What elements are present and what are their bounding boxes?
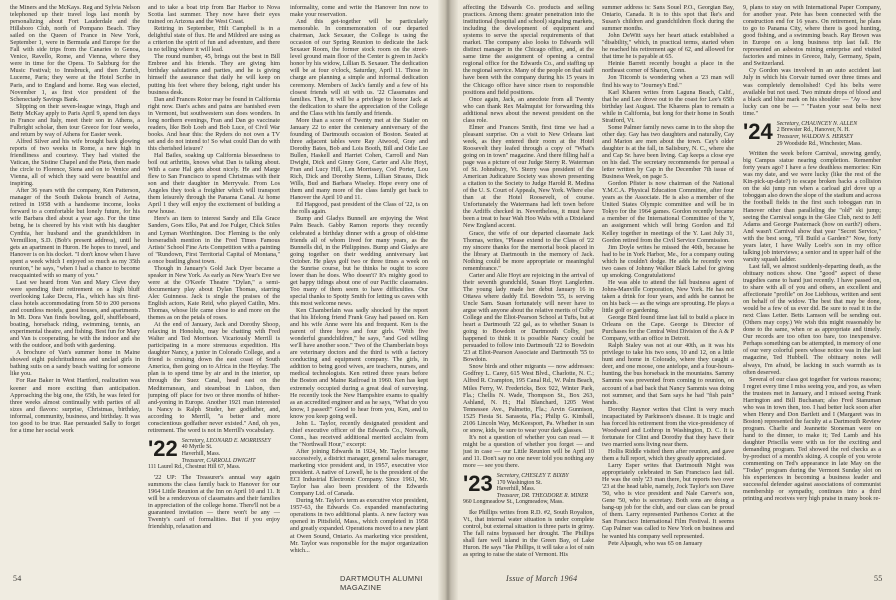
paragraph: Grace, the wife of our departed classmate Jack Thomas, writes, "Please extend to the Class of '22 my sincere thanks for the memorial book placed in the library at Dartmouth in the memory of Jack. Nothing could be more appropriate or meaningful remembrance." [463,229,594,272]
paragraph: and to take a boat trip from Bar Harbor to Nova Scotia last summer. They now have their eyes trained on Arizona and the West Coast. [148,4,280,26]
paragraph: Once again, Jack, an anecdote from all Twenty who can thank Rex Malmquist for forwarding this additional news about the newest president on the class role. [463,95,594,124]
paragraph: summer address is: Sans Souel P.O., Georgian Bay, Ontario, Canada. It is to this spot that Ike's and Susan's children and grandchildren flock during the summer months. [602,4,734,33]
magazine-title: DARTMOUTH ALUMNI MAGAZINE [340,574,423,592]
paragraph: Hollis Riddle visited them after reunion, and gave them a full report, which they greatly appreciated. [602,447,734,462]
secretary-label: Secretary, CHESLEY T. BIXBY [496,473,569,480]
paragraph: John L. Taylor, recently designated president and chief executive officer of the Edwards Co., Norwalk, Conn., has received additional merited acclaim from the "Northwall Hour," excerpt: [290,419,428,448]
paragraph: affecting the Edwards Co. products and selling practices. Among them: greater penetration into the institutional (hospital and school) signaling markets, including the development of equipment and systems to serve the special requirements of that market. The company also looks to Edwards will distinct manager in the Chicago office, and, at the same time the assignment of opening a central regional office for the Edwards Co., and staffing up the regional service. Many of the people on that staff have been with the company during his 15 years in the Chicago office have since risen to responsible positions and field positions. [463,4,594,96]
paragraph: Several of our class got together for various reasons; I regret every time I miss seeing you, and you, as when the trustees met in January, and I missed seeing Frank Harrington and Bill Buchanan; also Fred Stanuman who was in town then, too. I had better luck soon after when Henry and Don Bartlett and I (Margaret was in Boston) represented the faculty at a Dartmouth Review program. Charlie and Jeannette Stoneman were on hand to the dinner, to make it; Ted Lamb and his daughter Priscilla were with us for the exciting and demanding program. Ted showed the red checks as a by-product of a month's skiing. A couple of you wrote commenting on Ted's appearance in late May on the "Today" program during the Vermont Sunday slot on his experiences in becoming a business leader and successful defender against associations of communist membership or sympathy, continues into a third printing and receives very high praise in many book re- [743,375,881,503]
paragraph: Heinie Barrett recently bought a place in the northeast corner of Sharon, Conn. [602,60,734,75]
address-line: 960 Longmeadow St., Longmeadow, Mass. [463,499,564,506]
paragraph: Dorothy Raynor writes that Clint is very much incapacitated by Parkinson's disease. It is tragic and has forced his retirement from the vice-presidency of Woodward and Lothrop in Washington, D. C. It is fortunate for Clint and Dorothy that they have their two married sons living near them. [602,405,734,448]
paragraph: 9, plans to stay on with International Paper Company, for another year. Pete has been connected with the construction end for 16 years. On retirement, he plans to go to Panama City, where there is good hunting, good fishing, and a swimming beach. Ray Brown was in Europe on a long business trip last fall. He represented an asbestos mining enterprise and visited factories and mines in Greece, Italy, Germany, Spain, and Switzerland. [743,4,881,68]
treasurer-label: Treasurer, DR. THEODORE R. MINER [496,492,589,499]
paragraph: Some Palmer family news came in to the shop the other day. Gay has two daughters and naturally, Cay and Marion are men about the town. Cay's older daughter is at the fall, in Salisbury, N. C., where she and Cap Sr. have been living. Cap keeps a close eye on his dad. The secretary recommends for perusal a letter written by Cap in the December 7th issue of Business Week, on page 5. [602,123,734,181]
paragraph: It's not a question of whether you can read — it might be a question of whether you forget — and just in case — our Little Reunion will be April 10 and 11. Don't say no one never told you nothing any more — see you there. [463,433,594,470]
class-23-heading [463,473,594,506]
paragraph: Karl Kharen writes from Laguna Beach, Calif., that he and Lee drove out to the coast for Lee's 65th birthday last August. The Kharens plan to remain a while in California, but long for their home in South Stratford, Vt. [602,88,734,124]
class-22-heading [148,438,280,471]
left-column-2 [148,4,280,560]
right-column-3 [743,4,881,560]
paragraph: For Rae Baker in West Hartford, realization was keener and more exciting than anticipation. Approaching the big one, the 65th, he was feted for three weeks almost continually with parties of all sizes and flavors: surprise, Christmas, birthday, informal, community, business, and birthday. It was too good to be true. Rae persuaded Sally to forget for a time her social work [10,377,140,434]
paragraph: Retiring in September, Hilt Campbell is in a delightful state of flux. He and Mildred are using as a criterion the spirit of fun and adventure, and there is no telling where it will lead. [148,25,280,54]
address-line: 2 Brewster Rd., Hanover, N. H. [776,127,850,134]
paragraph: Jon Titcomb is wondering when a '23 man will find his way to "Journey's End." [602,74,734,89]
paragraph: He was able to attend the fall business agent of Johns-Manville Corporation, New York. He has not taken a drink for four years, and adds he cannot be on his back — as the wings are sprouting. He plays a little golf or gardening. [602,278,734,315]
address-line: 40 Myrtle St. [181,444,213,451]
paragraph: After joining Edwards in 1924, Mr. Taylor became successively, a district manager, general sales manager, marketing vice president and, in 1957, executive vice president. A native of Lowell, he is the president of the ECI Industrial Electronic Company. Since 1961, Mr. Taylor has also been president of the Edwards Company Ltd. of Canada. [290,447,428,498]
paragraph: Jim Doyle writes he missed the 40th, because he had to be in York Harbor, Me., for a company outing which he couldn't dodge. He adds he recently won two cases of Johnny Walker Black Label for giving up smoking. Congratulations! [602,243,734,279]
paragraph: John DeWitt says her heart attack established a "disability," which, in practical terms, started when he reached his retirement age of 62, and allowed for that time he is payable at 65. [602,32,734,61]
page-number: 54 [13,574,22,583]
paragraph: Last we heard from Van and Mary Cleve they were spending their retirement on a high bluff overlooking Lake Decra, Fla., which has six first-class hotels accommodating from 50 to 200 persons and countless motels, guest houses, and apartments. In Mt. Dora Van finds bowling, golf, shuffleboard, boating, horseback riding, swimming, tennis, an experimental theatre, and fishing. Best fun for Mary and Van is cooperating, he with the indoor and she with the outdoor, and both with gardening. [10,278,140,350]
paragraph: George Bird found time last fall to build a place in Orleans on the Cape. George is Director of Purchases for the Central West Division of the A & P Company, with an office in Detroit. [602,314,734,343]
right-column-1 [463,4,594,560]
paragraph: Ike Phillips writes from R.D. #2, South Royalton, Vt., that internal water situation is under complete control, but external situation is three parts in grimy. The fall rains bypassed her drought. The Phillips shall fare well island in the Green Bay, of Lake Huron. He says "Ike Phillips, it will take a lot of rain as spring to raise the state of Vermont. His [463,509,594,559]
paragraph: After 36 years with the company, Ken Patterson, manager of the South Dakota branch of Aetna, retired in 1958 with a handsome income, looks forward to a comfortable but lonely future, for his wife Barbara died about a year ago. For the time being, he is cheered by his visit with his daughter Cynthia, her husband and the grandchildren in Vermillion, S.D. (Bob's present address), until he gets an apartment in Huron. He hopes to travel, and Hanover is on his docket. "I don't know when I have spent a week which I enjoyed so much as my 35th reunion," he says, "when I had a chance to become reacquainted with so many of you." [10,187,140,279]
class-year: '24 [743,120,773,144]
paragraph: And this get-together will be particularly memorable. In commemoration of our departed chairman, Jack Sexauer, the College is using the occasion of our Spring Reunion to dedicate the Jack Sexauer Room, the former stock room on the street-level ground main floor of the Center is given in Jack's honor by his widow, Lillian B. Sexauer. The dedication will be at four o'clock, Saturday, April 11. Those in charge are planning a simple and informal dedication ceremony. Members of Jack's family and a few of his closest friends will sit with us. '22 Classmates and families. Then, it will be a privilege to honor Jack at the dedication to share the appreciation of the College and the Class with his family and friends. [290,18,428,117]
address-line: 111 Laurel Rd., Chestnut Hill 67, Mass. [148,464,241,471]
paragraph: Carter and Alie Hoyt are rejoicing in the arrival of their seventh grandchild, Susan Hoyt Langlerhm. The young lady made her debut January 16 in Ottawa where daddy Ed. Bowdoin '55, is serving Uncle Sam. Susan fortunately will never have to argue with anyone about the relative merits of Colby College and the Eliot-Pearson School at Tufts, but at heart a Dartmouth '22 gal, as to whether Susan is going to Bowdoin or Dartmouth Colby, just happened to think it is possible Nancy could be persuaded to follow into Dartmouth '22 to Bowdoin '23 at Eliot-Pearson Associate and Dartmouth '55 to Bowdoin. [463,271,594,364]
paragraph: Last fall, we almost suddenly-departing death, as the obituary notices show. One "good" aspect of these tragedies came to hand just recently. I have passed on, to share with all of you and others, an excellent and affectionate "profile" on Joe Liebhous, written and sent on behalf of the widow. The best that may be done, would be a few of us ever did. Be sure to read it in the next Class Letter. Betts Lamson will be sending out. (Others may copy.) We wish this might reasonably be done to the same, when or as appropriate and timely. Our records are too often too bare, too inexpensive. Perhaps something can be attempted, in memory of one of our very colorful peers whose notice was in the last magazine, Ted Hubbell. The obituary notes will always, I'm afraid, be lacking in such warmth as is often deserved. [743,262,881,376]
paragraph: Elmer and Frances Smith, first time we had a pleasant surprise. On a visit to New Orleans last week, as they entered their room at the Hotel Roosevelt they leafed through a copy of "What's going on in town" magazine. And there filling half a page was a picture of our Judge Sterry R. Waterman of St. Johnsbury, Vt. Sterry was president of the American Judicature Society was shown presenting a citation to the Society to Judge Harold R. Medina of the U. S. Court of Appeals, New York. Where else than at the Hotel Roosevelt, of course. Unfortunately the Watermans had left town before the Ardiffs checked in. Nevertheless, it must have been a treat to hear Wah Hoo Wahs with a Dixieland New England accent. [463,123,594,230]
address-line: Haverhill, Mass. [181,451,221,458]
paragraph: At the end of January, Jack and Dorothy Shoop, relaxing in Honolulu, may be chatting with Fred Walter and Ted Morrison. Vicariously Merrill is participating in a more strenuous expedition. His daughter Nancy, a junior in Colorado College, and a friend is cruising down the east coast of South America, then going on to Africa in the Heyday. The plan is to spend time by air and in the interior, up through the Suez Canal, head east on the Mediterranean, and steamboat in Lisbon, then jumping off place for two or three months of hither-and-yoning in Europe. Another 1921 man interested is Nancy is Ralph Studer, her godfather, and, according to Merrill, "a better and more conscientious godfather never existed." And, oh yes, retirement. The word is not in Merrill's vocabulary. [148,321,280,434]
paragraph: Snow birds and other migrants — now addresses: Godfrey L. Carey, 615 West Blvd., Charlotte, N. C.; Alfred R. Crampton, 195 Canal Rd., W. Palm Beach, Miles Ferry, W. Fredericks, Box 922, Winter Park, Fla.; Chellis N. Wade, Thompson St., Box 263, Ashland, N. H.; Hal Blanchard, 1205 West Tennessee Ave., Palmetto, Fla.; Arvin Gunnison, 1525 Fiesta St. Sarasota, Fla.; Philip G. Kimball, 2106 Lincoln Way, McKeesport, Pa. Whether in sun or snow, kids, be sure to wear your dark glasses. [463,363,594,434]
issue-label: Issue of March 1964 [506,574,578,583]
right-column-2 [602,4,734,560]
paragraph: Ralph Staley was not at our 40th, as it was his privilege to take his two sons, 10 and 12, on a little hunt and home in Colorado, where they caught a deer, and one moose, one antelope, and a four-hours-hunting, the bus horseback in the mountains. Sammy Sammis was prevented from coming to reunion, on account of a bad back that Nancy Sammis was doing not summer, and that Sam says he had "fish pain" hands. [602,342,734,406]
paragraph: Alfred Silver and his wife brought back glowing reports of two weeks in Rome, a new high in friendliness and courtesy. They had visited the Vatican, the Sistine Chapel and the Pieta, then made the circle to Florence, Siena and on to Venice and Vienna, all of which they said were beautiful and inspiring. [10,137,140,188]
paragraph: Ken Chamberlain was sadly shocked by the report that his lifelong friend Frank Gray had passed on. Ken and his wife Anne were his and frequent. Ken is the parent of three boys and four girls. "With five wonderful grandchildren," he says, "and God willing we'll have another soon." Two of the Chamberlain boys are veterinary doctors and the third is with a factory conducting and equipment company. The girls, in addition to being good wives, are teachers, nurses, and medical technologists. Ken retired three years before the Boston and Maine Railroad in 1960. Ken has kept extremely occupied during a great deal of surveying. He recently took the New Hampshire exams to qualify as an accredited engineer and as he says, "What do you know, I passed!" Good to hear from you, Ken, and to know you keep going well. [290,307,428,420]
treasurer-label: Treasurer, WALDON S. HERSEY [776,133,854,140]
paragraph: informality, come and write the Hanover Inn now to make your reservation. [290,4,428,19]
paragraph: The round number, 45, brings out the best in Bill Embree and his friends. They are giving him birthday salutations and parties, and he is giving himself the assurance that daily he will keep on putting his feet where they belong, right under his business desk. [148,53,280,96]
secretary-label: Secretary, LEONARD E. MORRISSEY [181,437,271,444]
address-line: Haverhill, Mass. [496,486,536,493]
paragraph: Hal Bailes, soaking up California blessedness to boil out arthritis, knows what Dan is talking about. With a cane Hal gets about nicely. He and Marge flew to San Francisco to spend Christmas with their son and their daughter in Merryvale. From Los Angeles they took a freighter which will transport them leisurely through the Panama Canal. At home April 1 they will enjoy the excitement of building a new house. [148,151,280,216]
paragraph: Dan and Frances Rotor may be found in California right now. Dan's aches and pains are banished even in Vermont, but southwestern sun does wonders. In long northern evenings, Fran and Dan go vaccinate readers, like Bob Loeb and Bob Luce, of Civil War books. And hear this: the Ryders do not own a TV set and do not intend to! So what could Dan do with this cherished leisure? [148,95,280,152]
paragraph: More than a score of Twenty met at the Statler on January 22 to enter the centenary anniversary of the founding of Dartmouth occasion of Boston. Seated at three adjacent tables were Ray Atwood, Gray and Dorothy Bates, Bob and Lois Booth, Bill and Odie Lee Bullen, Haskell and Harriet Cohen, Carroll and Nan Dwight, Dick and Ginny Gore, Carter and Alie Hoyt, Fran and Lucy Hill, Len Morrissey, Cod Porter, Lou Rich, Dick and Dorothy Stems, Lillian Strauss, Dick Wills, Bud and Barbara Wiseley. Hope every one of them and many more of the class family get back to Hanover the April 10 and 11. [290,116,428,202]
left-page [0,0,446,600]
paragraph: Though in January's Gold Jack Dyer became a speaker in New York. As early as New Year's Eve we were at the O'Keefe Theatre "Dylan," a semi-documentary play about Dylan Thomas, starring Alec Guinness. Jack is single the praises of the English actors, Kate Reid, who played Caitlin, Mrs. Thomas, whose life came close to and more on the themes as on the petals of roses. [148,264,280,322]
paragraph: Bump and Gladys Bunnell are enjoying the West Palm Beach. Gabby Ramon reports they recently celebrated a birthday dinner with a group of old-time friends all of whom lived for many years, as the Bunnells did, in the Philippines. Bump and Gladys are going together on their wedding anniversary last October. He plays golf two or three times a week on the Sunrise course, but he thinks he ought to score lower than he does. Who doesn't? It's mighty good to get happy tidings about one of our Pacific classmates. Too many of them seem to have difficulties. Our special thanks to Spotty Smith for letting us caves with this most welcome news. [290,215,428,307]
paragraph: Ed Hapgood, past president of the Class of '22, is on the rolls again. [290,201,428,216]
paragraph: Larry Esper writes that Dartmouth Night was appropriately celebrated in San Francisco last fall. He was the only '23 man there, but reports two over '23 at the head table, namely, Jock Taylor's son Dave '50, who is vice president and Nale Carver's son, Gene '50, who is secretary. Both sons are doing a bang-up job for the club, and our class can be proud of them. Larry represented Parthenos Cortez at the San Francisco International Film Festival. It seems Cap Palmer was called to New York on business and he wanted his company well represented. [602,462,734,540]
page-number: 55 [874,574,883,583]
address-line: 170 Washington St. [496,479,543,486]
class-year: '22 [148,437,178,461]
binding-gutter [438,0,458,600]
paragraph: A brochure of Van's summer home in Maine showed eight pulchritudinous and unclad girls in bathing suits on a sandy beach waiting for someone like you. [10,349,140,378]
address-line: 29 Woodside Rd., Winchester, Mass. [776,140,862,147]
treasurer-label: Treasurer, CARROLL DWIGHT [181,457,256,464]
right-page [450,0,896,600]
secretary-label: Secretary, CHAUNCEY N. ALLEN [776,120,858,127]
left-column-1 [10,4,140,560]
paragraph: the Miners and the McKays. Reg and Sylvia Nelson telephoned up their travel logs last month by personalizing about Fort Lauderdale and the Hillsboro Club, north of Pompano Beach. They sailed on the Queen of France in New York, September 1, were in Bermuda and Europe for the Fall with side trips from the Canaries to Genoa, Venice, Ravello, Rome, and Vienna, where they were in time for the Opera. To Salzburg for the Music Festival; to Innsbruck, and then Zurich, Lucerne, Paris; they were at the Hotel Scribe in Paris, and to England and home. Reg was elected, November 1, as first vice president of the Schenectady Savings Bank. [10,4,140,103]
paragraph: Slipping on their seven-league wings, Hugh and Betty McKay apply to Paris April 9, spend ten days in France and Italy, meet their son in Athens, a Fulbright scholar, then tour Greece for four weeks, and return by way of Athens for Easter week. [10,102,140,138]
paragraph: '22 UP: The Treasurer's annual way again summons the class family back to Hanover for our 1964 Little Reunion at the Inn on April 10 and 11. It will be a rendezvous of classmates and their families in appreciation of the college home. There'll not be a guaranteed invitation — there won't be any — Twenty's card of formalities. But if you enjoy friendship, relaxation and [148,473,280,531]
left-column-3 [290,4,428,560]
paragraph: Written the week before Carnival, snowing gently, big Campus statue nearing completion. Remember forty years ago? I have a few deathless memories: Kin was my date, and we were lucky (like the rest of the Kin-pick-up-date?) to escape broken backs a collision on the ski jump run when a carload girl dove up a toboggan also down the slope of the stadium and across the football fields in the first such toboggan run in Hanover other than paralleling the "old" ski jump; seeing the Carnival songs in the Glee Club, next to Jeff Adams and George Pasternack (how on earth?) others. And wasn't Carnival show that year "Secret Service," with the best song, "I'll Build a Garden?" Now, forty years later, I have Wally Loeb's son in my office talking job interviews; a senior and in upper half of the varsity squash ladder. [743,150,881,263]
paragraph: During Mr. Taylor's term as executive vice president, 1957-63, the Edwards Co. expanded manufacturing operations in two additional plants. A new factory was opened in Pittsfield, Mass., which completed in 1958 and greatly expanded. Operations moved to a new plant at Owen Sound, Ontario. As marketing vice president, Mr. Taylor was responsible for the major organization which... [290,497,428,554]
paragraph: Pete Alpaugh, who was 65 on January [608,539,703,547]
class-24-heading [743,121,881,147]
paragraph: Gordon Pfister is now chairman of the National Y.M.C.A. Physical Education Committee, after four years as the Associate. He is also a member of the United States Olympic committee and will be in Tokyo for the 1964 games. Gordon recently became a member of the International Committee of the Y, an assignment which will bring Gordon and Ed Kelley together in meetings of the Y. Last July 31, Gordon retired from the Civil Service Commission. [602,180,734,244]
class-year: '23 [463,473,493,497]
paragraph: Here's an item to interest Sandy and Ella Grace Sanders, Goes Elks, Pat and Joe Fulger, Chick Stiles and Lyman Worthington. Doc Fleming is the only horseradish mention in the Fred Times Famous Artists' School Fine Arts Competition with a painting of "Rundown, First Territorial Capital of Montana," a once bustling ghost town. [148,215,280,265]
paragraph: Cy Gordon was involved in an auto accident last July in which his Corvair turned over three times and was completely demolished! Cyd his belts were available but not used. Two minute drops of blood and a black and blue mark on his shoulder — "Ay — how lucky can one be — " "Fasten your seat belts next time." [743,67,881,117]
